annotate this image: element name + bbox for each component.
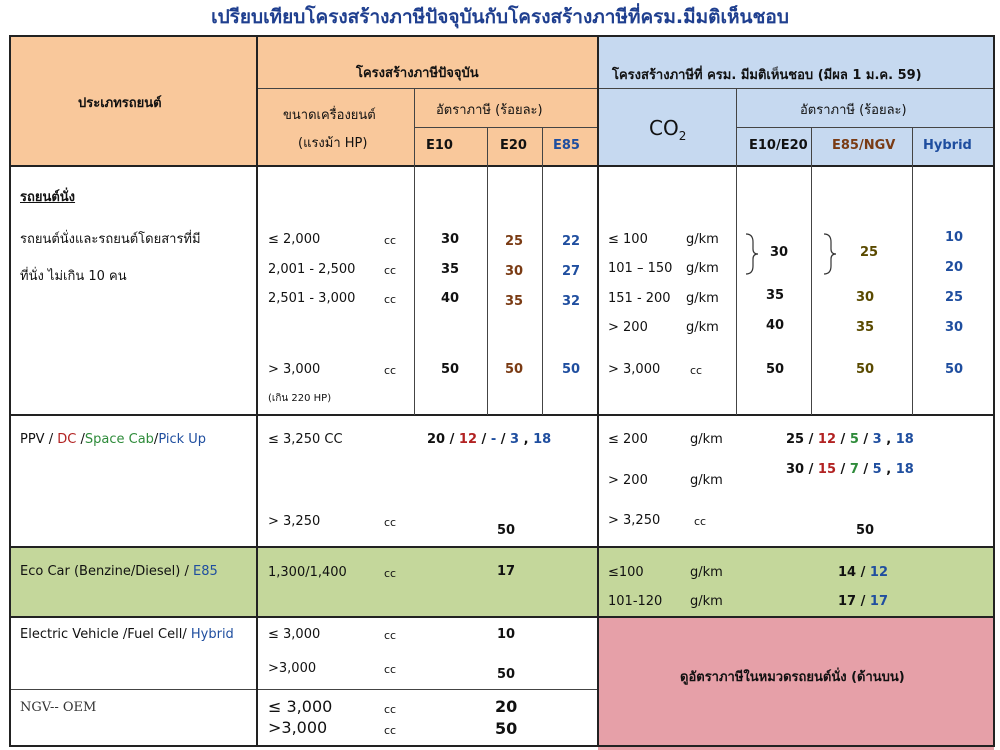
ppv-label-ppv: PPV (20, 432, 45, 447)
passenger-e10-2: 35 (441, 262, 460, 277)
brace-e85-icon (822, 232, 838, 276)
header-e10: E10 (426, 138, 453, 153)
eco-new-2b: 17 (869, 594, 888, 609)
header-vehicle-type: ประเภทรถยนต์ (78, 96, 162, 111)
eco-new-1-slash: / (860, 565, 866, 580)
passenger-e85-1: 22 (562, 234, 581, 249)
ppv-new1-pu: 3 (872, 432, 882, 447)
ngv-cc-1: cc (384, 703, 397, 716)
co2-subscript: 2 (678, 129, 687, 143)
ev-label-text: Electric Vehicle /Fuel Cell/ (20, 627, 187, 642)
eco-new-1a: 14 (838, 565, 857, 580)
ev-size-1: ≤ 3,000 (268, 627, 321, 642)
ppv-rate-new-3: 50 (856, 523, 875, 538)
passenger-co2-2: 101 – 150 (608, 261, 673, 276)
eco-co2-2: 101-120 (608, 594, 663, 609)
header-rate-new: อัตราภาษี (ร้อยละ) (800, 103, 907, 118)
passenger-cc-3: cc (384, 293, 397, 306)
ppv-rate-sep: , (523, 432, 529, 447)
passenger-co2-3: 151 - 200 (608, 291, 671, 306)
passenger-e20-4: 50 (505, 362, 524, 377)
passenger-e10-1: 30 (441, 232, 460, 247)
header-e10e20: E10/E20 (749, 138, 808, 153)
ppv-co2-2: > 200 (608, 473, 648, 488)
header-engine-size: ขนาดเครื่องยนต์ (283, 108, 376, 123)
ppv-co2-3: > 3,250 (608, 513, 661, 528)
page-title: เปรียบเทียบโครงสร้างภาษีปัจจุบันกับโครงสร้างภาษีที่ครม.มีมติเห็นชอบ (211, 6, 789, 28)
passenger-e20-1: 25 (505, 234, 524, 249)
ngv-rate-1: 20 (495, 697, 518, 716)
ppv-slash-2: / (80, 432, 85, 447)
passenger-new-hybrid-1: 10 (945, 230, 964, 245)
ngv-label: NGV-- OEM (20, 700, 97, 715)
passenger-cc-new: cc (690, 364, 703, 377)
ev-cc-2: cc (384, 663, 397, 676)
ppv-co2-1: ≤ 200 (608, 432, 648, 447)
ppv-new1-sep: , (886, 432, 892, 447)
passenger-new-e85-2: 30 (856, 290, 875, 305)
passenger-size-2: 2,001 - 2,500 (268, 262, 356, 277)
eco-gkm-1: g/km (690, 565, 723, 580)
passenger-size-1: ≤ 2,000 (268, 232, 321, 247)
passenger-gkm-3: g/km (686, 291, 719, 306)
passenger-new-e85-3: 35 (856, 320, 875, 335)
passenger-new-e85-1: 25 (860, 245, 879, 260)
eco-new-2 (838, 594, 888, 609)
ev-note: ดูอัตราภาษีในหมวดรถยนต์นั่ง (ด้านบน) (680, 670, 905, 685)
ngv-size-2: >3,000 (268, 718, 328, 737)
ppv-new2-slash-1: / (808, 462, 814, 477)
passenger-new-hybrid-3: 25 (945, 290, 964, 305)
passenger-new-e85-4: 50 (856, 362, 875, 377)
ppv-new2-pu2: 18 (895, 462, 914, 477)
header-new-structure: โครงสร้างภาษีที่ ครม. มีมติเห็นชอบ (มีผล 1 ม.ค. 59) (612, 68, 922, 83)
ppv-new1-sc: 5 (849, 432, 859, 447)
co2-text: CO (649, 116, 679, 140)
passenger-e85-4: 50 (562, 362, 581, 377)
passenger-new-hybrid-5: 50 (945, 362, 964, 377)
ppv-new1-dc: 12 (817, 432, 836, 447)
ppv-gkm-1: g/km (690, 432, 723, 447)
header-co2 (649, 116, 686, 143)
passenger-e10-4: 50 (441, 362, 460, 377)
ppv-new2-pu: 5 (872, 462, 882, 477)
ppv-new2-slash-2: / (840, 462, 846, 477)
eco-label (20, 564, 218, 579)
ppv-rate-sc: - (490, 432, 497, 447)
ppv-new2-sc: 7 (849, 462, 859, 477)
ppv-new1-pu2: 18 (895, 432, 914, 447)
ev-label-hybrid: Hybrid (190, 627, 234, 642)
eco-label-e85: E85 (192, 564, 218, 579)
ppv-slash-1: / (48, 432, 54, 447)
ppv-cc: cc (384, 516, 397, 529)
ppv-label-spacecab: Space Cab (84, 432, 154, 447)
ppv-new1-ppv: 25 (786, 432, 805, 447)
header-rate-current: อัตราภาษี (ร้อยละ) (436, 103, 543, 118)
passenger-size-3: 2,501 - 3,000 (268, 291, 356, 306)
ppv-cc-new: cc (694, 515, 707, 528)
passenger-e20-3: 35 (505, 294, 524, 309)
ev-cc-1: cc (384, 629, 397, 642)
eco-cc: cc (384, 567, 397, 580)
passenger-e20-2: 30 (505, 264, 524, 279)
ppv-rate-pu: 3 (510, 432, 520, 447)
ppv-rates-new-2 (786, 462, 914, 477)
ppv-new1-slash-2: / (840, 432, 846, 447)
passenger-co2-4: > 200 (608, 320, 648, 335)
passenger-cc-1: cc (384, 234, 397, 247)
ppv-new2-dc: 15 (817, 462, 836, 477)
ppv-label (20, 432, 206, 447)
header-hybrid: Hybrid (923, 138, 972, 153)
passenger-e10-3: 40 (441, 291, 460, 306)
passenger-title: รถยนต์นั่ง (20, 190, 76, 205)
passenger-e85-2: 27 (562, 264, 581, 279)
eco-new-2a: 17 (838, 594, 857, 609)
ppv-rate-ppv: 20 (427, 432, 446, 447)
header-engine-unit: (แรงม้า HP) (298, 136, 368, 151)
ev-rate-2: 50 (497, 667, 516, 682)
passenger-cc-2: cc (384, 264, 397, 277)
ev-rate-1: 10 (497, 627, 516, 642)
eco-new-1 (838, 565, 888, 580)
passenger-new-e10-2: 35 (766, 288, 785, 303)
eco-new-2-slash: / (860, 594, 866, 609)
ev-label (20, 627, 234, 642)
eco-size: 1,300/1,400 (268, 565, 347, 580)
ppv-rate-slash-3: / (500, 432, 506, 447)
passenger-co2-1: ≤ 100 (608, 232, 648, 247)
eco-gkm-2: g/km (690, 594, 723, 609)
passenger-gkm-2: g/km (686, 261, 719, 276)
header-current-structure: โครงสร้างภาษีปัจจุบัน (356, 66, 479, 81)
ppv-rate-dc: 12 (458, 432, 477, 447)
passenger-e85-3: 32 (562, 294, 581, 309)
ppv-new2-slash-3: / (863, 462, 869, 477)
ppv-rate-current-2: 50 (497, 523, 516, 538)
ppv-size-2: > 3,250 (268, 514, 321, 529)
ngv-cc-2: cc (384, 724, 397, 737)
passenger-desc-line2: ที่นั่ง ไม่เกิน 10 คน (20, 269, 127, 284)
passenger-co2-5: > 3,000 (608, 362, 661, 377)
passenger-new-e10-1: 30 (770, 245, 789, 260)
eco-co2-1: ≤100 (608, 565, 644, 580)
passenger-new-e10-4: 50 (766, 362, 785, 377)
header-e85ngv: E85/NGV (832, 138, 896, 153)
ppv-rate-slash-1: / (449, 432, 455, 447)
eco-new-1b: 12 (869, 565, 888, 580)
ppv-new1-slash-1: / (808, 432, 814, 447)
ngv-rate-2: 50 (495, 719, 518, 738)
eco-rate: 17 (497, 564, 516, 579)
passenger-gkm-4: g/km (686, 320, 719, 335)
ppv-new2-ppv: 30 (786, 462, 805, 477)
passenger-cc-4: cc (384, 364, 397, 377)
ppv-new1-slash-3: / (863, 432, 869, 447)
header-e20: E20 (500, 138, 527, 153)
ppv-slash-3: / (153, 432, 159, 447)
eco-label-text: Eco Car (Benzine/Diesel) / (20, 564, 189, 579)
passenger-desc-line1: รถยนต์นั่งและรถยนต์โดยสารที่มี (20, 232, 201, 247)
ppv-label-pickup: Pick Up (158, 432, 207, 447)
passenger-new-e10-3: 40 (766, 318, 785, 333)
ppv-gkm-2: g/km (690, 473, 723, 488)
passenger-new-hybrid-2: 20 (945, 260, 964, 275)
ppv-rate-pu2: 18 (533, 432, 552, 447)
passenger-new-hybrid-4: 30 (945, 320, 964, 335)
ppv-label-dc: DC (57, 432, 77, 447)
passenger-size-4: > 3,000 (268, 362, 321, 377)
ppv-rates-current (427, 432, 551, 447)
ppv-rates-new-1 (786, 432, 914, 447)
ppv-new2-sep: , (886, 462, 892, 477)
ppv-rate-slash-2: / (481, 432, 487, 447)
ev-size-2: >3,000 (268, 661, 317, 676)
passenger-gkm-1: g/km (686, 232, 719, 247)
ngv-size-1: ≤ 3,000 (268, 697, 333, 716)
header-e85: E85 (553, 138, 580, 153)
ppv-size-1: ≤ 3,250 CC (268, 432, 343, 447)
brace-e10-icon (744, 232, 760, 276)
passenger-hp-note: (เกิน 220 HP) (268, 393, 332, 404)
